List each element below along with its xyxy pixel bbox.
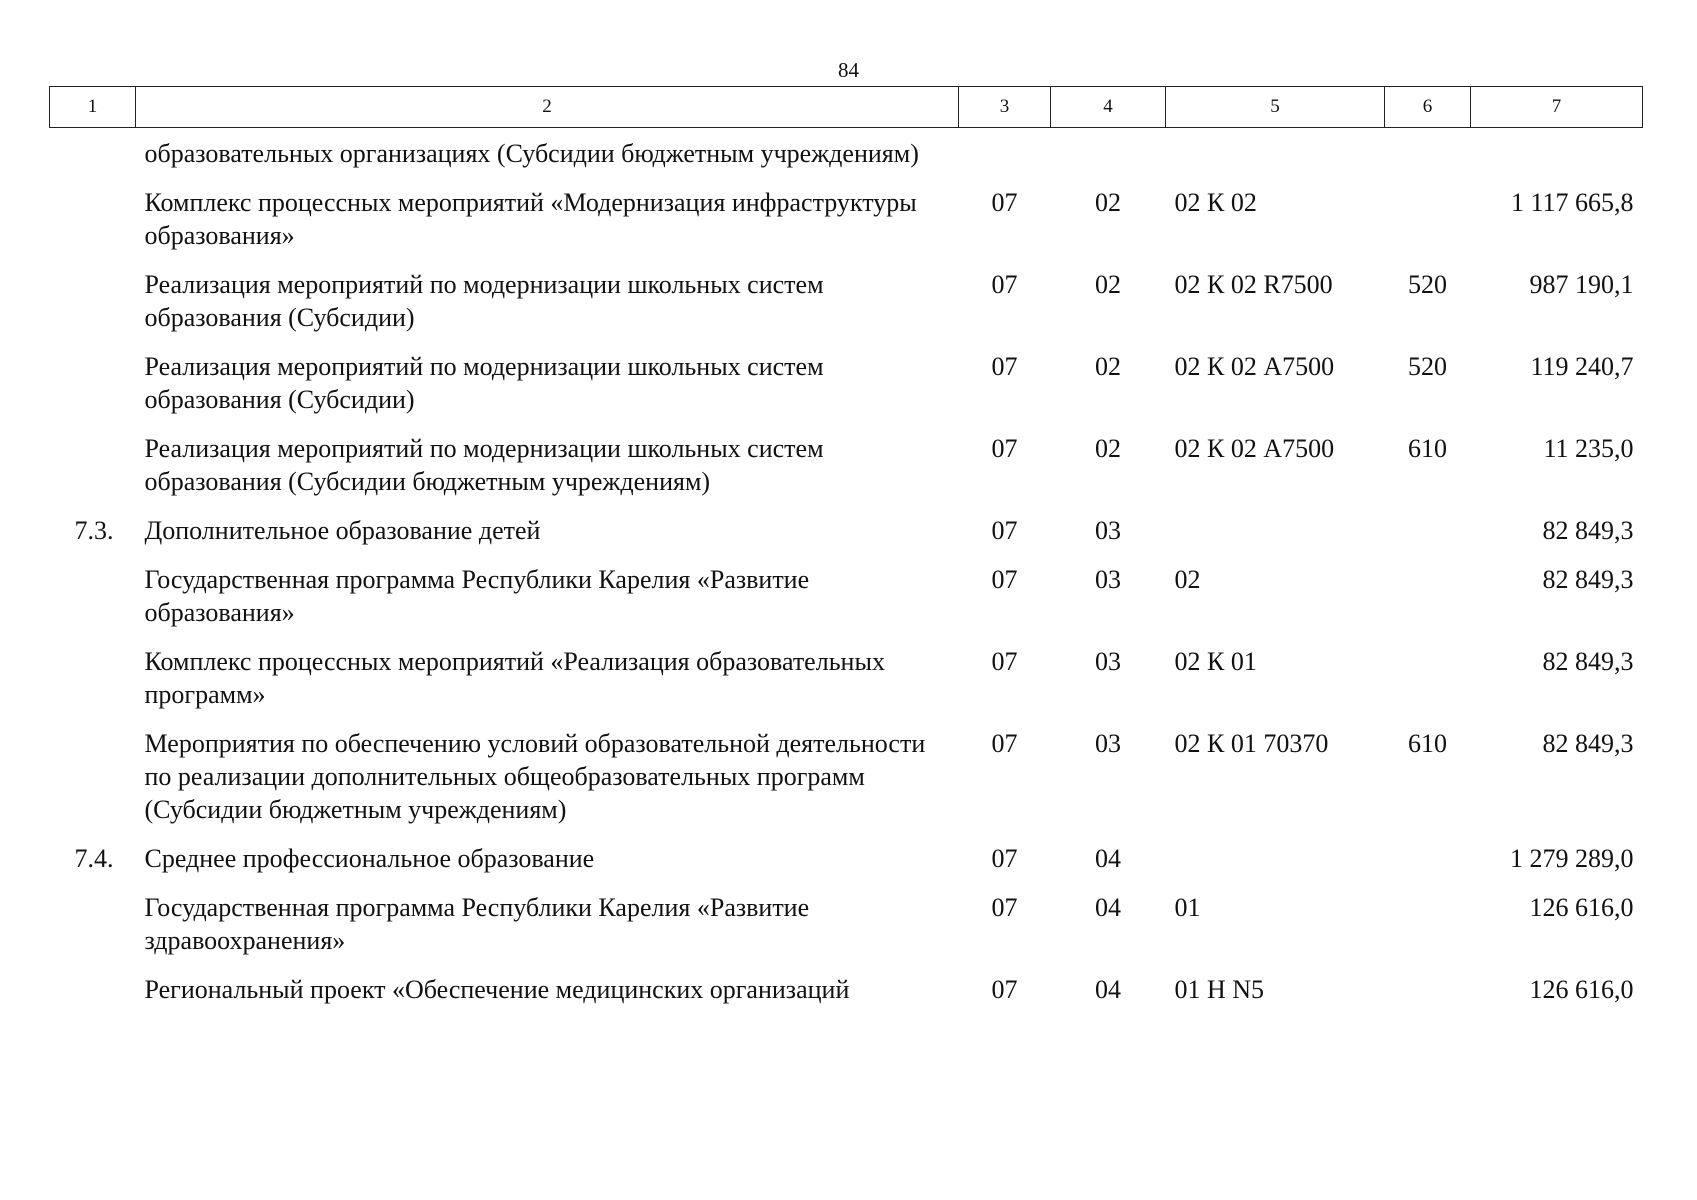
header-col-3: 3 [959,87,1051,128]
row-amount: 126 616,0 [1529,975,1634,1004]
row-expense-type: 610 [1408,434,1447,463]
row-target-article: 02 [1174,565,1201,594]
row-target-article: 02 К 01 [1174,647,1257,676]
header-col-5: 5 [1166,87,1385,128]
header-col-4: 4 [1051,87,1166,128]
row-target-article: 02 К 02 А7500 [1174,434,1335,463]
budget-table [49,86,1643,1022]
row-subsection: 03 [1095,516,1121,545]
row-expense-type [1385,645,1471,727]
row-name: Региональный проект «Обеспечение медицинских организаций [144,975,850,1004]
table-row [50,350,1643,432]
row-section: 07 [991,188,1018,217]
row-subsection: 04 [1095,975,1121,1004]
row-section: 07 [991,270,1018,299]
row-amount: 1 279 289,0 [1510,844,1634,873]
row-target-article: 02 К 02 R7500 [1174,270,1333,299]
row-target-article: 01 Н N5 [1174,975,1265,1004]
row-target-article [1166,842,1385,891]
row-subsection: 02 [1095,352,1121,381]
table-row [50,842,1643,891]
row-number [50,350,136,432]
table-row [50,186,1643,268]
budget-table-container [49,86,1642,1022]
row-name: образовательных организациях (Субсидии бюджетным учреждениям) [144,139,919,168]
table-row [50,268,1643,350]
row-subsection: 02 [1095,434,1121,463]
table-row [50,514,1643,563]
table-row [50,432,1643,514]
row-amount [1471,128,1643,187]
table-row [50,128,1643,187]
row-amount: 11 235,0 [1543,434,1634,463]
row-number: 7.4. [74,844,114,873]
row-number [50,268,136,350]
table-row [50,563,1643,645]
row-name: Среднее профессиональное образование [144,844,595,873]
row-number [50,727,136,842]
row-subsection: 03 [1095,647,1121,676]
row-section: 07 [991,434,1018,463]
row-amount: 119 240,7 [1530,352,1634,381]
row-name: Реализация мероприятий по модернизации школьных систем образования (Субсидии бюджетным учреждениям) [144,434,824,496]
row-subsection: 03 [1095,565,1121,594]
row-expense-type [1385,128,1471,187]
row-expense-type [1385,842,1471,891]
row-section: 07 [991,516,1018,545]
row-subsection: 03 [1095,729,1121,758]
row-expense-type [1385,973,1471,1022]
table-row [50,645,1643,727]
page-number: 84 [838,58,859,82]
row-amount: 987 190,1 [1529,270,1634,299]
row-number [50,891,136,973]
row-name: Государственная программа Республики Карелия «Развитие здравоохранения» [144,893,810,955]
row-name: Мероприятия по обеспечению условий образовательной деятельности по реализации дополнительных общеобразовательных программ (Субсидии бюджетным учреждениям) [144,729,926,824]
row-amount: 126 616,0 [1529,893,1634,922]
row-number [50,186,136,268]
row-section: 07 [991,352,1018,381]
row-target-article [1166,514,1385,563]
row-subsection: 02 [1095,188,1121,217]
row-expense-type [1385,891,1471,973]
row-expense-type [1385,514,1471,563]
row-number: 7.3. [74,516,114,545]
row-name: Реализация мероприятий по модернизации школьных систем образования (Субсидии) [144,352,824,414]
row-expense-type [1385,186,1471,268]
header-col-7: 7 [1471,87,1643,128]
header-col-6: 6 [1385,87,1471,128]
row-section: 07 [991,647,1018,676]
row-number [50,432,136,514]
row-subsection: 04 [1095,893,1121,922]
row-expense-type: 610 [1408,729,1447,758]
header-col-2: 2 [136,87,959,128]
row-number [50,645,136,727]
row-name: Комплекс процессных мероприятий «Модернизация инфраструктуры образования» [144,188,917,250]
row-number [50,563,136,645]
row-target-article: 02 К 02 [1174,188,1257,217]
row-target-article: 01 [1174,893,1201,922]
table-row [50,891,1643,973]
row-section: 07 [991,893,1018,922]
row-section: 07 [991,729,1018,758]
table-row [50,973,1643,1022]
row-amount: 82 849,3 [1542,516,1634,545]
header-row [50,87,1643,128]
row-name: Государственная программа Республики Карелия «Развитие образования» [144,565,810,627]
row-amount: 82 849,3 [1542,729,1634,758]
table-row [50,727,1643,842]
row-subsection [1051,128,1166,187]
row-target-article: 02 К 02 А7500 [1174,352,1335,381]
row-section: 07 [991,975,1018,1004]
row-amount: 82 849,3 [1542,647,1634,676]
row-section [959,128,1051,187]
row-expense-type [1385,563,1471,645]
row-number [50,973,136,1022]
row-name: Реализация мероприятий по модернизации школьных систем образования (Субсидии) [144,270,824,332]
row-amount: 82 849,3 [1542,565,1634,594]
row-name: Комплекс процессных мероприятий «Реализация образовательных программ» [144,647,885,709]
row-expense-type: 520 [1408,270,1447,299]
row-section: 07 [991,565,1018,594]
table-body [50,128,1643,1023]
row-amount: 1 117 665,8 [1510,188,1634,217]
row-number [50,128,136,187]
row-target-article: 02 К 01 70370 [1174,729,1329,758]
row-section: 07 [991,844,1018,873]
row-expense-type: 520 [1408,352,1447,381]
row-subsection: 02 [1095,270,1121,299]
header-col-1: 1 [50,87,136,128]
table-header [50,87,1643,128]
row-name: Дополнительное образование детей [144,516,541,545]
row-subsection: 04 [1095,844,1121,873]
row-target-article [1166,128,1385,187]
